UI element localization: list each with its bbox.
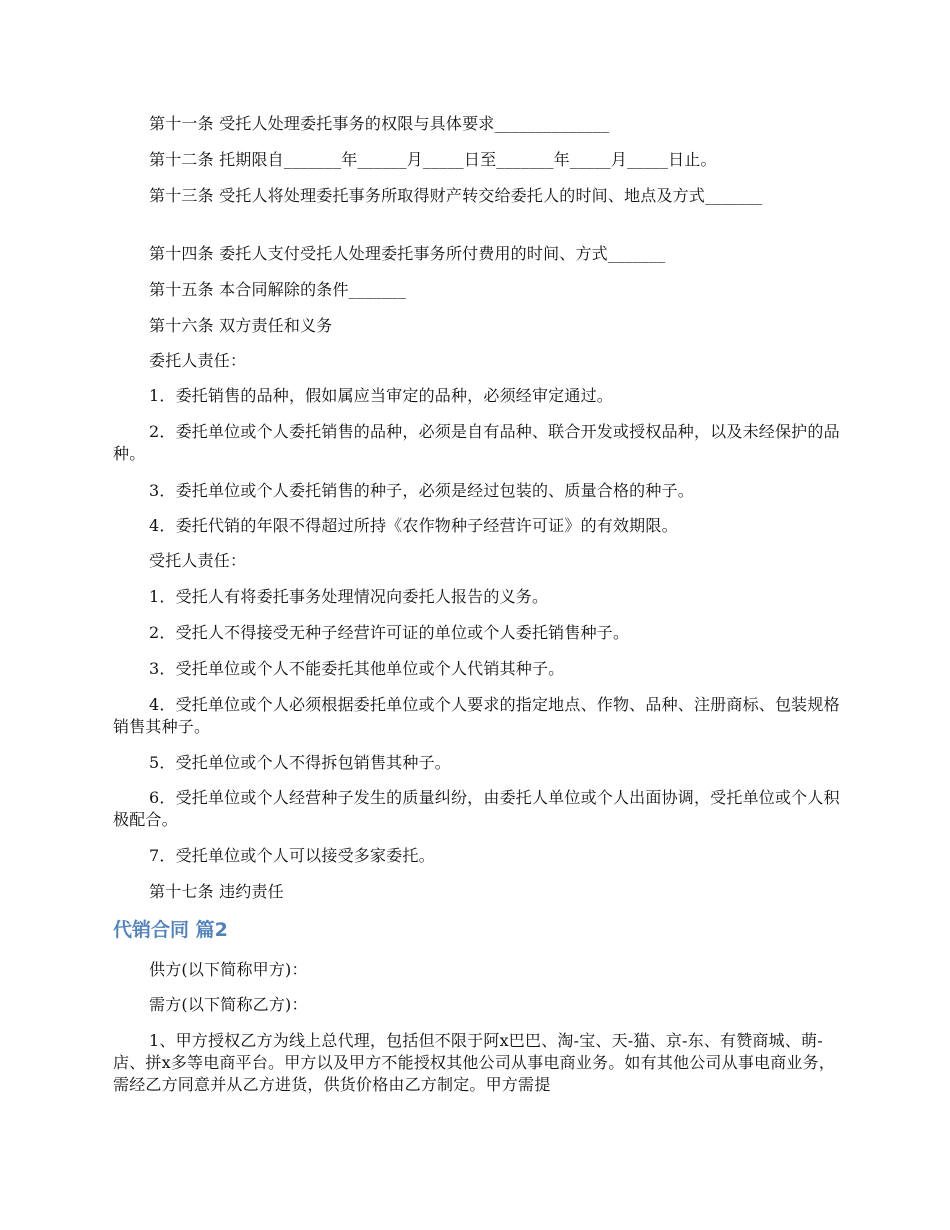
agent-duty-7: 7．受托单位或个人可以接受多家委托。: [149, 846, 435, 865]
section-heading: 代销合同 篇2: [113, 919, 228, 941]
principal-duty-2: 2．委托单位或个人委托销售的品种，必须是自有品种、联合开发或授权品种，以及未经保护的品种。: [113, 422, 840, 463]
agent-duty-6: 6．受托单位或个人经营种子发生的质量纠纷，由委托人单位或个人出面协调，受托单位或个人积极配合。: [113, 788, 840, 829]
principal-duty-3: 3．委托单位或个人委托销售的种子，必须是经过包装的、质量合格的种子。: [149, 481, 694, 500]
clause-14: 第十四条 委托人支付受托人处理委托事务所付费用的时间、方式_______: [149, 244, 666, 263]
agent-duties-label: 受托人责任：: [149, 551, 247, 570]
clause-15: 第十五条 本合同解除的条件_______: [149, 280, 407, 299]
clause-17: 第十七条 违约责任: [149, 882, 284, 901]
agent-duty-2: 2．受托人不得接受无种子经营许可证的单位或个人委托销售种子。: [149, 623, 630, 642]
agent-duty-5: 5．受托单位或个人不得拆包销售其种子。: [149, 753, 451, 772]
clause-13: 第十三条 受托人将处理委托事务所取得财产转交给委托人的时间、地点及方式_______: [149, 186, 763, 205]
buyer-line: 需方(以下简称乙方)：: [149, 995, 308, 1014]
clause-11: 第十一条 受托人处理委托事务的权限与具体要求______________: [149, 114, 610, 133]
principal-duty-1: 1．委托销售的品种，假如属应当审定的品种，必须经审定通过。: [149, 386, 613, 405]
principal-duty-4: 4．委托代销的年限不得超过所持《农作物种子经营许可证》的有效期限。: [149, 516, 678, 535]
clause-16: 第十六条 双方责任和义务: [149, 316, 333, 335]
agent-duty-4: 4．受托单位或个人必须根据委托单位或个人要求的指定地点、作物、品种、注册商标、包装规格销售其种子。: [113, 695, 840, 736]
supplier-line: 供方(以下简称甲方)：: [149, 960, 308, 979]
principal-duties-label: 委托人责任：: [149, 351, 247, 370]
agent-duty-3: 3．受托单位或个人不能委托其他单位或个人代销其种子。: [149, 659, 565, 678]
agent-duty-1: 1．受托人有将委托事务处理情况向委托人报告的义务。: [149, 587, 549, 606]
clause-12: 第十二条 托期限自_______年______月_____日至_______年_____月_____日止。: [149, 150, 717, 169]
agreement-item-1: 1、甲方授权乙方为线上总代理，包括但不限于阿x巴巴、淘-宝、天-猫、京-东、有赞商城、萌-店、拼x多等电商平台。甲方以及甲方不能授权其他公司从事电商业务。如有其他公司从事电商业务，需经乙方同意并从乙方进货，供货价格由乙方制定。甲方需提: [113, 1031, 836, 1094]
